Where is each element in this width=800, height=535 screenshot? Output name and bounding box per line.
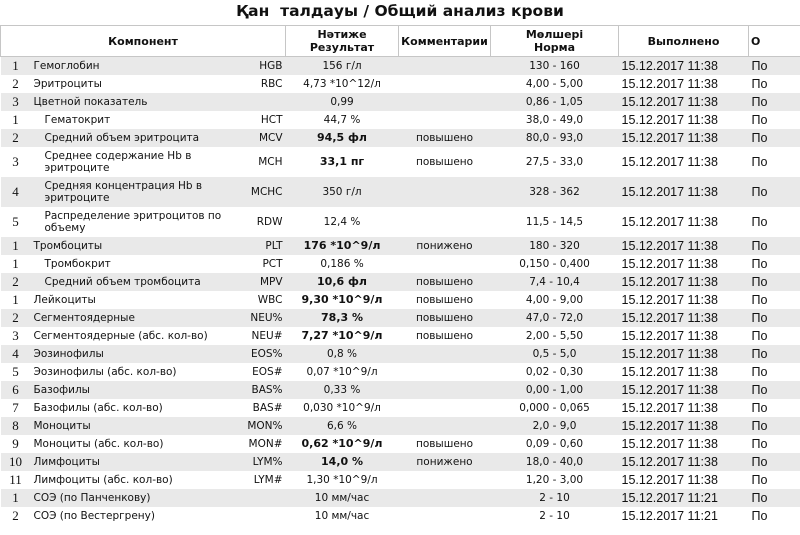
component-code: HGB <box>241 57 286 76</box>
component-code: WBC <box>257 294 283 306</box>
result-value: 0,99 <box>286 93 399 111</box>
completed-datetime: 15.12.2017 11:38 <box>621 77 718 91</box>
extra-column-text: По <box>749 417 800 435</box>
extra-column-text: По <box>751 215 768 229</box>
header-row <box>1 26 800 57</box>
completed-datetime: 15.12.2017 11:38 <box>619 381 749 399</box>
extra-column-text: По <box>749 129 800 147</box>
table-row <box>1 327 800 345</box>
norm-range: 47,0 - 72,0 <box>491 309 619 327</box>
component-name: Базофилы (абс. кол-во) <box>33 402 163 414</box>
row-number: 2 <box>12 508 19 523</box>
component-code: BAS# <box>252 402 283 414</box>
component-name: СОЭ (по Вестергрену) <box>33 510 155 522</box>
comment-text <box>399 381 491 399</box>
component-code: MON# <box>248 438 283 450</box>
norm-range: 0,000 - 0,065 <box>519 402 590 414</box>
extra-column-text: По <box>751 509 768 523</box>
extra-column-text: По <box>749 489 800 507</box>
row-number: 1 <box>12 256 19 271</box>
comment-text: повышено <box>415 156 474 168</box>
result-value: 12,4 % <box>323 216 361 228</box>
table-row <box>1 177 800 207</box>
table-row <box>1 129 800 147</box>
table-row <box>1 489 800 507</box>
row-number: 9 <box>12 436 19 451</box>
extra-column-text: По <box>749 93 800 111</box>
result-value: 44,7 % <box>323 114 361 126</box>
table-row <box>1 147 800 177</box>
component-name: Сегментоядерные (абс. кол-во) <box>33 330 208 342</box>
result-value: 1,30 *10^9/л <box>306 474 378 486</box>
row-number: 2 <box>1 129 31 147</box>
header-result: Нәтиже Результат <box>286 26 399 57</box>
table-row <box>1 255 800 273</box>
component-name: Гематокрит <box>44 114 111 126</box>
header-comments: Комментарии <box>399 26 491 57</box>
extra-column-text: По <box>749 237 800 255</box>
completed-datetime: 15.12.2017 11:38 <box>619 177 749 207</box>
row-number: 10 <box>1 453 31 471</box>
extra-column-text: По <box>751 155 768 169</box>
extra-column-text: По <box>751 77 768 91</box>
page-title: Қан талдауы / Общий анализ крови <box>236 2 564 20</box>
norm-range: 0,02 - 0,30 <box>525 366 584 378</box>
completed-datetime: 15.12.2017 11:38 <box>619 345 749 363</box>
result-value: 6,6 % <box>286 417 399 435</box>
component-name: Моноциты <box>31 417 241 435</box>
comment-text: повышено <box>415 294 474 306</box>
table-row <box>1 237 800 255</box>
row-number: 8 <box>1 417 31 435</box>
component-name: Тромбоциты <box>31 237 241 255</box>
completed-datetime: 15.12.2017 11:38 <box>619 273 749 291</box>
component-code: RDW <box>256 216 283 228</box>
results-table <box>0 25 800 525</box>
extra-column-text: По <box>751 257 768 271</box>
table-row <box>1 381 800 399</box>
norm-range: 80,0 - 93,0 <box>491 129 619 147</box>
row-number: 4 <box>1 177 31 207</box>
comment-text <box>399 207 491 237</box>
extra-column-text: По <box>751 293 768 307</box>
completed-datetime: 15.12.2017 11:38 <box>619 93 749 111</box>
comment-text: понижено <box>399 453 491 471</box>
norm-range: 0,5 - 5,0 <box>491 345 619 363</box>
extra-column-text: По <box>751 329 768 343</box>
header-component: Компонент <box>1 26 286 57</box>
norm-range: 2,00 - 5,50 <box>525 330 584 342</box>
header-done: Выполнено <box>619 26 749 57</box>
table-row <box>1 345 800 363</box>
completed-datetime: 15.12.2017 11:38 <box>619 309 749 327</box>
component-code: RBC <box>260 78 283 90</box>
component-name: Эозинофилы <box>31 345 241 363</box>
component-name: Тромбокрит <box>44 258 111 270</box>
extra-column-text: По <box>751 113 768 127</box>
norm-range: 18,0 - 40,0 <box>491 453 619 471</box>
norm-range: 2 - 10 <box>539 510 570 522</box>
comment-text <box>399 363 491 381</box>
extra-column-text: По <box>751 365 768 379</box>
table-row <box>1 471 800 489</box>
component-name: Распределение эритроцитов по объему <box>44 210 222 234</box>
result-value: 7,27 *10^9/л <box>301 329 383 342</box>
norm-range: 11,5 - 14,5 <box>525 216 584 228</box>
completed-datetime: 15.12.2017 11:38 <box>619 417 749 435</box>
extra-column-text: По <box>749 273 800 291</box>
comment-text: повышено <box>415 330 474 342</box>
norm-range: 2,0 - 9,0 <box>491 417 619 435</box>
component-name: Эозинофилы (абс. кол-во) <box>33 366 177 378</box>
comment-text <box>399 507 491 525</box>
extra-column-text: По <box>751 473 768 487</box>
extra-column-text: По <box>749 57 800 76</box>
norm-range: 27,5 - 33,0 <box>525 156 584 168</box>
extra-column-text: По <box>751 437 768 451</box>
extra-column-text: По <box>749 309 800 327</box>
row-number: 1 <box>1 57 31 76</box>
component-code: LYM% <box>241 453 286 471</box>
component-name: Лейкоциты <box>33 294 96 306</box>
norm-range: 4,00 - 5,00 <box>525 78 584 90</box>
comment-text: повышено <box>415 438 474 450</box>
norm-range: 2 - 10 <box>491 489 619 507</box>
table-row <box>1 57 800 76</box>
result-value: 10,6 фл <box>286 273 399 291</box>
component-name: Средняя концентрация Hb в эритроците <box>31 177 241 207</box>
completed-datetime: 15.12.2017 11:38 <box>621 113 718 127</box>
component-name: Лимфоциты (абс. кол-во) <box>33 474 173 486</box>
result-value: 33,1 пг <box>319 155 365 168</box>
completed-datetime: 15.12.2017 11:38 <box>621 293 718 307</box>
component-name: Сегментоядерные <box>31 309 241 327</box>
component-code: PLT <box>241 237 286 255</box>
row-number: 2 <box>1 273 31 291</box>
component-code: BAS% <box>241 381 286 399</box>
completed-datetime: 15.12.2017 11:38 <box>621 329 718 343</box>
comment-text <box>399 471 491 489</box>
row-number: 1 <box>12 292 19 307</box>
comment-text <box>399 177 491 207</box>
table-row <box>1 93 800 111</box>
extra-column-text: По <box>751 401 768 415</box>
component-name: Среднее содержание Hb в эритроците <box>44 150 192 174</box>
table-row <box>1 309 800 327</box>
completed-datetime: 15.12.2017 11:38 <box>619 453 749 471</box>
header-norm: Мөлшері Норма <box>491 26 619 57</box>
norm-range: 0,00 - 1,00 <box>491 381 619 399</box>
result-value: 156 г/л <box>286 57 399 76</box>
completed-datetime: 15.12.2017 11:38 <box>621 365 718 379</box>
norm-range: 38,0 - 49,0 <box>525 114 584 126</box>
comment-text <box>399 345 491 363</box>
norm-range: 130 - 160 <box>491 57 619 76</box>
result-value: 350 г/л <box>286 177 399 207</box>
comment-text <box>399 57 491 76</box>
component-code: MCHC <box>241 177 286 207</box>
component-name: Базофилы <box>31 381 241 399</box>
table-row <box>1 273 800 291</box>
result-value: 0,33 % <box>286 381 399 399</box>
comment-text: повышено <box>399 309 491 327</box>
comment-text: понижено <box>399 237 491 255</box>
component-code: NEU# <box>251 330 283 342</box>
table-row <box>1 291 800 309</box>
row-number: 2 <box>12 76 19 91</box>
component-name: СОЭ (по Панченкову) <box>31 489 241 507</box>
header-extra: О <box>749 26 800 57</box>
norm-range: 0,86 - 1,05 <box>491 93 619 111</box>
table-row <box>1 435 800 453</box>
completed-datetime: 15.12.2017 11:38 <box>621 215 718 229</box>
completed-datetime: 15.12.2017 11:21 <box>619 489 749 507</box>
row-number: 7 <box>12 400 19 415</box>
completed-datetime: 15.12.2017 11:21 <box>621 509 718 523</box>
completed-datetime: 15.12.2017 11:38 <box>619 129 749 147</box>
component-name: Средний объем тромбоцита <box>31 273 241 291</box>
comment-text: повышено <box>399 129 491 147</box>
component-code: LYM# <box>253 474 283 486</box>
table-row <box>1 207 800 237</box>
table-row <box>1 363 800 381</box>
table-row <box>1 75 800 93</box>
norm-range: 180 - 320 <box>491 237 619 255</box>
component-name: Цветной показатель <box>31 93 241 111</box>
component-code <box>241 93 286 111</box>
row-number: 3 <box>1 93 31 111</box>
component-code: MCH <box>258 156 283 168</box>
row-number: 3 <box>12 328 19 343</box>
table-row <box>1 453 800 471</box>
comment-text <box>399 93 491 111</box>
result-value: 176 *10^9/л <box>286 237 399 255</box>
component-code: PCT <box>262 258 283 270</box>
norm-range: 7,4 - 10,4 <box>491 273 619 291</box>
component-code: MCV <box>241 129 286 147</box>
row-number: 5 <box>12 214 19 229</box>
result-value: 14,0 % <box>286 453 399 471</box>
component-code: MON% <box>241 417 286 435</box>
component-code: HCT <box>260 114 283 126</box>
component-code: EOS# <box>252 366 283 378</box>
result-value: 0,8 % <box>286 345 399 363</box>
row-number: 5 <box>12 364 19 379</box>
comment-text <box>399 111 491 129</box>
extra-column-text: По <box>749 345 800 363</box>
component-code: EOS% <box>241 345 286 363</box>
extra-column-text: По <box>749 453 800 471</box>
component-code: MPV <box>241 273 286 291</box>
comment-text <box>399 399 491 417</box>
row-number: 1 <box>12 112 19 127</box>
norm-range: 328 - 362 <box>491 177 619 207</box>
norm-range: 0,09 - 0,60 <box>525 438 584 450</box>
component-code <box>241 507 286 525</box>
table-row <box>1 417 800 435</box>
completed-datetime: 15.12.2017 11:38 <box>619 237 749 255</box>
result-value: 10 мм/час <box>314 510 370 522</box>
component-code: NEU% <box>241 309 286 327</box>
result-value: 0,186 % <box>320 258 364 270</box>
result-value: 4,73 *10^12/л <box>303 78 381 90</box>
result-value: 9,30 *10^9/л <box>301 293 383 306</box>
row-number: 4 <box>1 345 31 363</box>
result-value: 0,62 *10^9/л <box>301 437 383 450</box>
comment-text <box>399 255 491 273</box>
table-row <box>1 399 800 417</box>
component-name: Гемоглобин <box>31 57 241 76</box>
result-value: 0,030 *10^9/л <box>303 402 381 414</box>
norm-range: 0,150 - 0,400 <box>519 258 590 270</box>
completed-datetime: 15.12.2017 11:38 <box>619 57 749 76</box>
completed-datetime: 15.12.2017 11:38 <box>621 155 718 169</box>
component-name: Моноциты (абс. кол-во) <box>33 438 164 450</box>
component-code <box>241 489 286 507</box>
comment-text <box>399 75 491 93</box>
result-value: 94,5 фл <box>286 129 399 147</box>
comment-text <box>399 489 491 507</box>
row-number: 3 <box>12 154 19 169</box>
result-value: 0,07 *10^9/л <box>306 366 378 378</box>
row-number: 2 <box>1 309 31 327</box>
row-number: 1 <box>1 237 31 255</box>
table-row <box>1 507 800 525</box>
completed-datetime: 15.12.2017 11:38 <box>621 437 718 451</box>
norm-range: 1,20 - 3,00 <box>525 474 584 486</box>
result-value: 78,3 % <box>286 309 399 327</box>
component-name: Эритроциты <box>33 78 102 90</box>
row-number: 11 <box>9 472 22 487</box>
extra-column-text: По <box>749 381 800 399</box>
result-value: 10 мм/час <box>286 489 399 507</box>
completed-datetime: 15.12.2017 11:38 <box>621 401 718 415</box>
component-name: Средний объем эритроцита <box>31 129 241 147</box>
norm-range: 4,00 - 9,00 <box>525 294 584 306</box>
extra-column-text: По <box>749 177 800 207</box>
table-row <box>1 111 800 129</box>
comment-text <box>399 417 491 435</box>
component-name: Лимфоциты <box>31 453 241 471</box>
row-number: 1 <box>1 489 31 507</box>
comment-text: повышено <box>399 273 491 291</box>
completed-datetime: 15.12.2017 11:38 <box>621 473 718 487</box>
completed-datetime: 15.12.2017 11:38 <box>621 257 718 271</box>
row-number: 6 <box>1 381 31 399</box>
